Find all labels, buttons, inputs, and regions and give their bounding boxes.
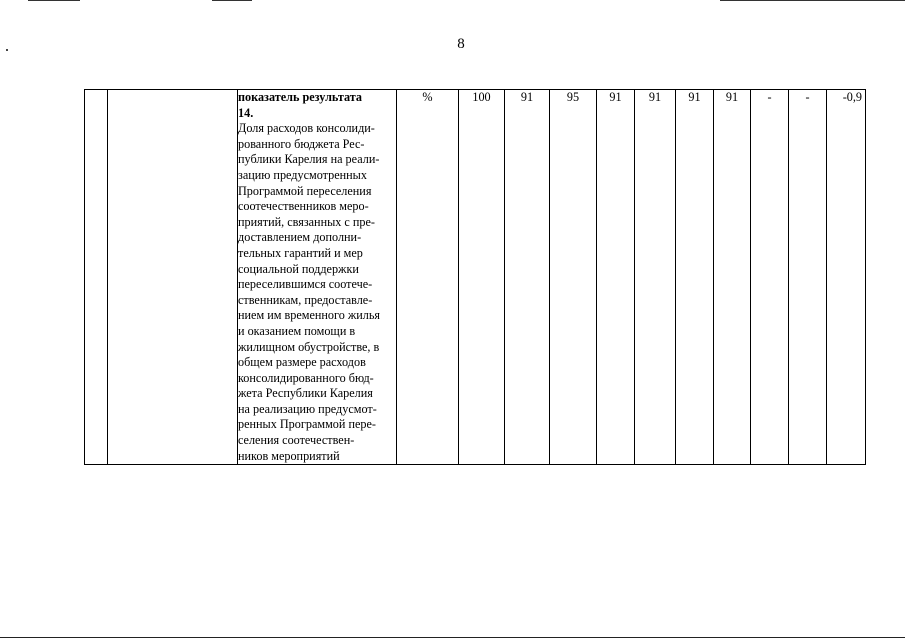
indicator-text-line: консолидированного бюд-	[238, 370, 374, 385]
indicator-text-line: селения соотечествен-	[238, 433, 355, 448]
top-edge-mark-right	[720, 0, 905, 1]
page-number: 8	[457, 36, 465, 52]
indicator-text-line: общем размере расходов	[238, 355, 366, 370]
indicator-text-line: приятий, связанных с пре-	[238, 214, 375, 229]
indicator-text-line: нием им временного жилья	[238, 308, 381, 323]
unit-cell: %	[397, 90, 459, 465]
value-cell: 91	[676, 90, 714, 465]
indicator-title-line: 14.	[238, 105, 254, 120]
indicator-text-line: рованного бюджета Рес-	[238, 136, 365, 151]
indicator-text-line: социальной поддержки	[238, 261, 359, 276]
indicator-text-line: ственникам, предоставле-	[238, 292, 373, 307]
indicator-text-line: жета Республики Карелия	[238, 386, 373, 401]
indicator-text-line: ренных Программой пере-	[238, 417, 376, 432]
value-cell: 91	[714, 90, 751, 465]
indicator-text-line: ников мероприятий	[238, 448, 340, 463]
indicator-text-line: публики Карелия на реали-	[238, 152, 380, 167]
value-cell: 91	[635, 90, 676, 465]
indicator-text-line: и оказанием помощи в	[238, 323, 356, 338]
indicator-text-line: зацию предусмотренных	[238, 167, 367, 182]
table-row	[85, 90, 866, 465]
row-empty-cell	[108, 90, 238, 465]
value-cell: -0,9	[827, 90, 866, 465]
value-cell: -	[789, 90, 827, 465]
row-index-cell	[85, 90, 108, 465]
indicator-text-line: переселившимся соотече-	[238, 277, 373, 292]
top-edge-mark-left	[28, 0, 80, 1]
indicator-title-line: показатель результата	[238, 90, 363, 104]
indicator-table	[84, 89, 866, 465]
value-cell: -	[751, 90, 789, 465]
indicator-text-line: доставлением дополни-	[238, 230, 362, 245]
indicator-text-line: Программой переселения	[238, 183, 372, 198]
bottom-edge-line	[0, 637, 905, 638]
value-cell: 91	[505, 90, 550, 465]
indicator-text-line: тельных гарантий и мер	[238, 245, 363, 260]
indicator-text-line: Доля расходов консолиди-	[238, 121, 375, 136]
value-cell: 95	[550, 90, 597, 465]
indicator-text-line: на реализацию предусмот-	[238, 401, 377, 416]
indicator-text-line: жилищном обустройстве, в	[238, 339, 380, 354]
value-cell: 91	[597, 90, 635, 465]
top-edge-mark-middle	[212, 0, 252, 1]
indicator-text-line: соотечественников меро-	[238, 199, 369, 214]
value-cell: 100	[459, 90, 505, 465]
indicator-description-cell	[238, 90, 397, 465]
